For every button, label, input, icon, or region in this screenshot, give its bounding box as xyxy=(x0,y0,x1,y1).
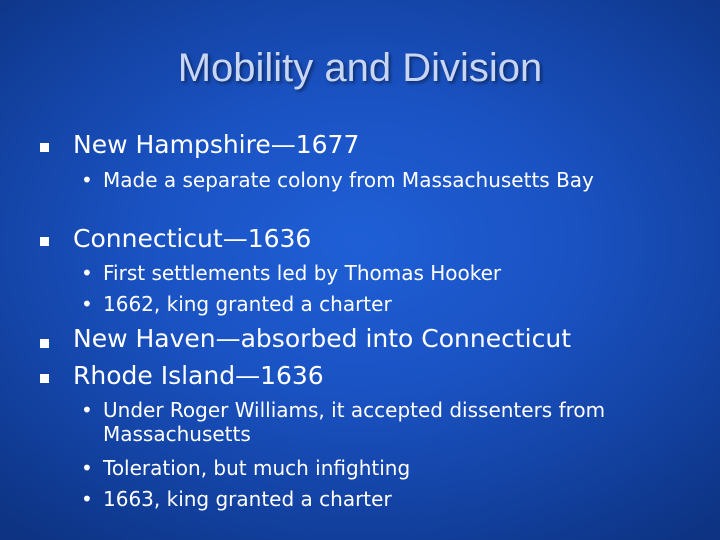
dot-bullet-icon: • xyxy=(81,398,93,422)
sub-bullet-text: First settlements led by Thomas Hooker xyxy=(103,261,502,285)
bullet-text: New Haven—absorbed into Connecticut xyxy=(73,324,572,353)
sub-bullet-text: Made a separate colony from Massachusetts Bay xyxy=(103,168,594,192)
dot-bullet-icon: • xyxy=(81,487,93,511)
sub-bullet-item xyxy=(81,292,671,316)
sub-bullet-item xyxy=(81,398,671,446)
square-bullet-icon xyxy=(40,143,49,152)
sub-bullet-text: Under Roger Williams, it accepted dissenters from Massachusetts xyxy=(103,398,606,446)
dot-bullet-icon: • xyxy=(81,261,93,285)
slide-title: Mobility and Division xyxy=(177,46,543,90)
bullet-text: Connecticut—1636 xyxy=(73,224,312,253)
sub-bullet-item xyxy=(81,168,671,192)
sub-bullet-text: Toleration, but much infighting xyxy=(103,456,411,480)
sub-bullet-text: 1663, king granted a charter xyxy=(103,487,392,511)
square-bullet-icon xyxy=(40,374,49,383)
sub-bullet-item xyxy=(81,456,671,480)
square-bullet-icon xyxy=(40,339,49,348)
bullet-text: New Hampshire—1677 xyxy=(73,130,360,159)
dot-bullet-icon: • xyxy=(81,292,93,316)
dot-bullet-icon: • xyxy=(81,456,93,480)
sub-bullet-text: 1662, king granted a charter xyxy=(103,292,392,316)
dot-bullet-icon: • xyxy=(81,168,93,192)
bullet-text: Rhode Island—1636 xyxy=(73,361,324,390)
square-bullet-icon xyxy=(40,237,49,246)
sub-bullet-item xyxy=(81,261,671,285)
sub-bullet-item xyxy=(81,487,671,511)
